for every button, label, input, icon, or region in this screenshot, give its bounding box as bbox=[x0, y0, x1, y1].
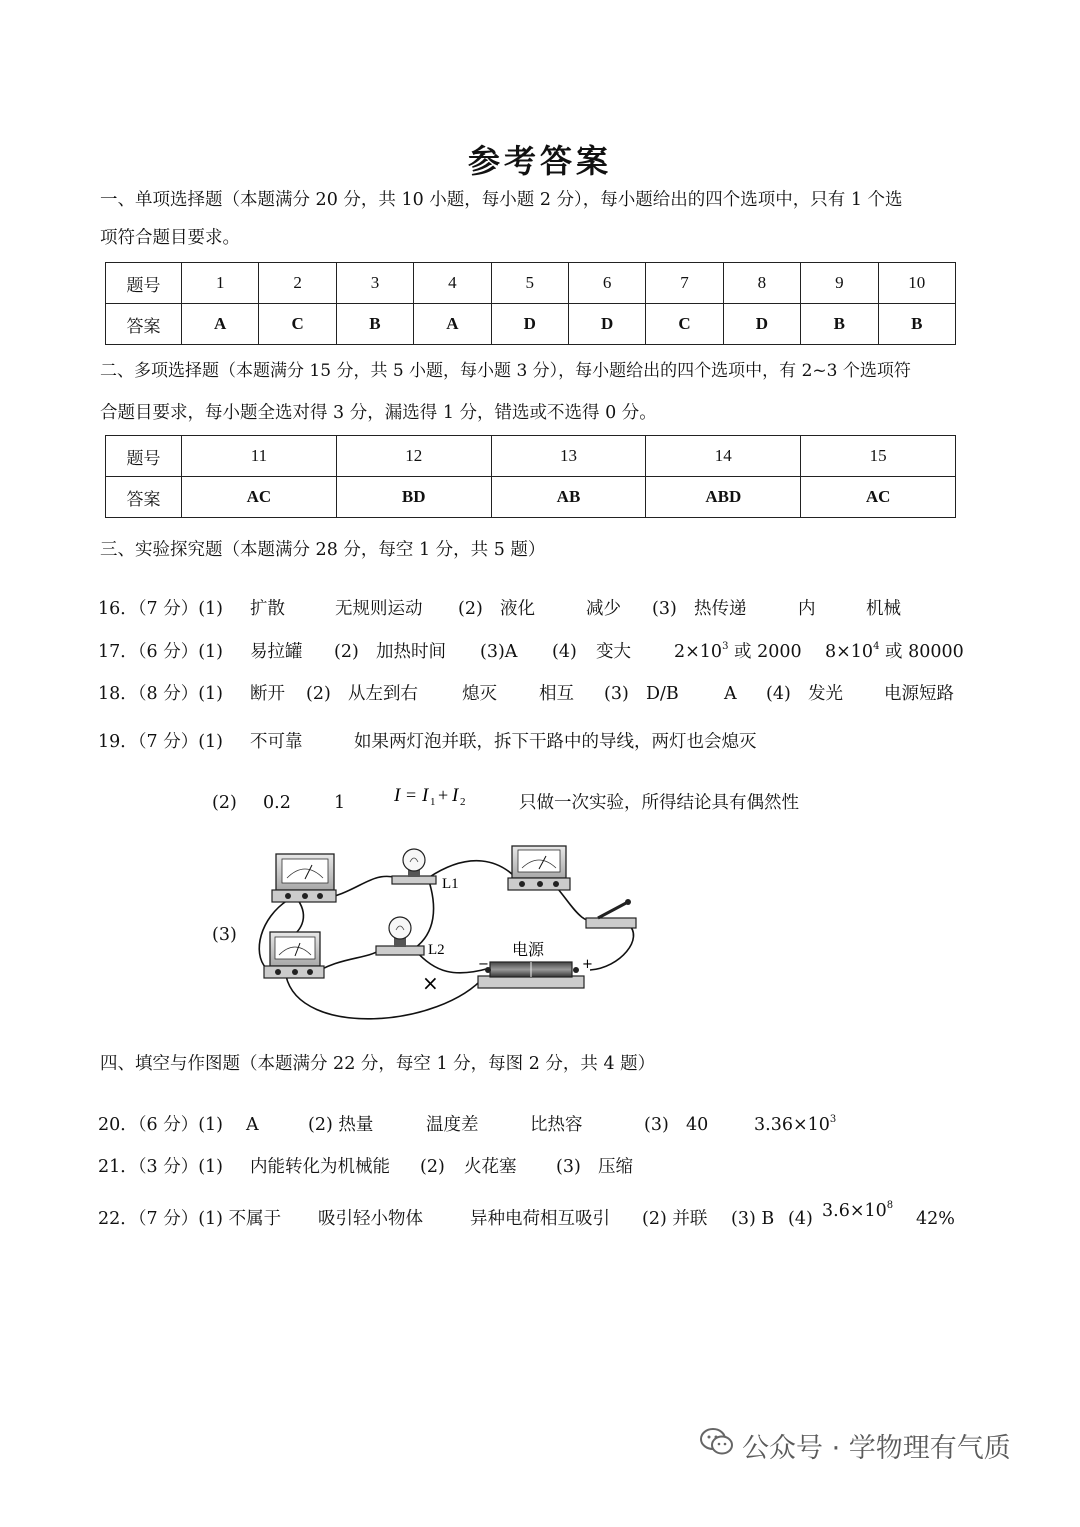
q22-label: 22．（7 分）(1) 不属于 bbox=[98, 1209, 282, 1229]
q19-answer: 只做一次实验，所得结论具有偶然性 bbox=[519, 793, 799, 813]
question-number: 2 bbox=[259, 263, 336, 304]
battery-icon bbox=[478, 962, 584, 988]
q22-answer: 42% bbox=[916, 1209, 955, 1229]
question-number: 7 bbox=[646, 263, 723, 304]
table-row bbox=[106, 477, 956, 518]
q21-part: (3) bbox=[556, 1157, 581, 1177]
q16-answer: 热传递 bbox=[694, 599, 747, 619]
table-row bbox=[106, 436, 956, 477]
answer-line-19 bbox=[98, 729, 998, 755]
bulb-l2-icon bbox=[376, 917, 424, 955]
watermark-text: 公众号 · 学物理有气质 bbox=[742, 1433, 1011, 1464]
q22-answer: (3) B bbox=[731, 1209, 775, 1229]
q20-answer: 40 bbox=[686, 1115, 709, 1135]
table-row bbox=[106, 304, 956, 345]
question-number: 12 bbox=[336, 436, 491, 477]
q17-value-rest: 或 2000 bbox=[734, 642, 802, 662]
page-title: 参考答案 bbox=[467, 142, 612, 180]
section4-heading: 四、填空与作图题（本题满分 22 分，每空 1 分，每图 2 分，共 4 题） bbox=[100, 1054, 656, 1074]
q16-part: (3) bbox=[652, 599, 677, 619]
q20-value-base: 3.36×10 bbox=[754, 1115, 830, 1135]
q17-answer: 易拉罐 bbox=[250, 642, 303, 662]
q18-answer: 相互 bbox=[539, 684, 574, 704]
answer-cell: B bbox=[801, 304, 878, 345]
q22-value bbox=[822, 1198, 893, 1224]
q21-answer: 火花塞 bbox=[464, 1157, 517, 1177]
q18-answer: 断开 bbox=[250, 684, 285, 704]
answer-line-22 bbox=[98, 1200, 998, 1232]
q20-label: 20．（6 分）(1) bbox=[98, 1115, 224, 1135]
q17-value-base: 2×10 bbox=[674, 642, 723, 662]
q17-value-exp: 3 bbox=[722, 641, 729, 652]
ammeter-icon bbox=[264, 932, 324, 978]
svg-text:2: 2 bbox=[460, 796, 466, 808]
q19-answer: 不可靠 bbox=[250, 732, 303, 752]
q18-label: 18．（8 分）(1) bbox=[98, 684, 224, 704]
question-number: 5 bbox=[491, 263, 568, 304]
answer-line-16 bbox=[98, 596, 998, 622]
q18-answer: 从左到右 bbox=[348, 684, 418, 704]
current-formula bbox=[390, 781, 480, 811]
section2-heading: 二、多项选择题（本题满分 15 分，共 5 小题，每小题 3 分），每小题给出的四个选项中，有 2~3 个选项符 bbox=[100, 361, 911, 381]
q20-answer: 比热容 bbox=[530, 1115, 583, 1135]
q16-answer: 内 bbox=[798, 599, 816, 619]
answer-cell: A bbox=[182, 304, 259, 345]
section3-heading: 三、实验探究题（本题满分 28 分，每空 1 分，共 5 题） bbox=[100, 540, 546, 560]
question-number: 11 bbox=[182, 436, 337, 477]
q20-answer: (2) 热量 bbox=[308, 1115, 374, 1135]
wire bbox=[590, 924, 634, 970]
q19-part-3: (3) bbox=[212, 925, 237, 945]
q18-answer: D/B bbox=[646, 684, 679, 704]
q22-value-exp: 8 bbox=[886, 1200, 894, 1211]
q18-part: (3) bbox=[604, 684, 629, 704]
answer-cell: C bbox=[259, 304, 336, 345]
q22-answer: 异种电荷相互吸引 bbox=[470, 1209, 610, 1229]
question-number: 4 bbox=[414, 263, 491, 304]
answer-line-21 bbox=[98, 1154, 998, 1180]
cross-mark: × bbox=[422, 971, 439, 995]
wire bbox=[286, 976, 485, 1019]
q22-value-base: 3.6×10 bbox=[822, 1201, 887, 1221]
q17-answer: 加热时间 bbox=[376, 642, 446, 662]
q19-answer: 如果两灯泡并联，拆下干路中的导线，两灯也会熄灭 bbox=[354, 732, 757, 752]
q22-part: (4) bbox=[788, 1209, 813, 1229]
ammeter-icon bbox=[272, 854, 336, 902]
label-l1: L1 bbox=[442, 876, 459, 892]
answer-table-multi bbox=[105, 435, 956, 518]
table-row bbox=[106, 263, 956, 304]
q17-label: 17．（6 分）(1) bbox=[98, 642, 224, 662]
answer-cell: AB bbox=[491, 477, 646, 518]
answer-line-19-2 bbox=[98, 790, 898, 816]
section1-heading-cont: 项符合题目要求。 bbox=[100, 228, 240, 248]
svg-text:+: + bbox=[438, 785, 449, 805]
svg-text:I: I bbox=[452, 785, 459, 806]
question-number: 1 bbox=[182, 263, 259, 304]
answer-cell: AC bbox=[801, 477, 956, 518]
q20-part: (3) bbox=[644, 1115, 669, 1135]
answer-cell: ABD bbox=[646, 477, 801, 518]
q20-value bbox=[754, 1112, 836, 1138]
answer-cell: B bbox=[336, 304, 413, 345]
circuit-diagram bbox=[250, 838, 670, 1028]
q16-answer: 扩散 bbox=[250, 599, 285, 619]
answer-line-20 bbox=[98, 1112, 998, 1138]
row-label: 答案 bbox=[106, 304, 182, 345]
q17-value-rest: 或 80000 bbox=[885, 642, 964, 662]
answer-cell: BD bbox=[336, 477, 491, 518]
q17-value-exp: 4 bbox=[873, 641, 880, 652]
q20-answer: 温度差 bbox=[426, 1115, 479, 1135]
ammeter-icon bbox=[508, 846, 570, 890]
answer-cell: A bbox=[414, 304, 491, 345]
q22-answer: 吸引轻小物体 bbox=[318, 1209, 423, 1229]
q18-part: (2) bbox=[306, 684, 331, 704]
q17-value bbox=[674, 639, 802, 665]
label-plus: + bbox=[582, 957, 593, 972]
svg-text:I: I bbox=[422, 785, 429, 806]
q17-part: (2) bbox=[334, 642, 359, 662]
q17-part: (4) bbox=[552, 642, 577, 662]
q16-answer: 减少 bbox=[586, 599, 621, 619]
q20-answer: A bbox=[246, 1115, 259, 1135]
q18-answer: 熄灭 bbox=[462, 684, 497, 704]
q16-answer: 液化 bbox=[500, 599, 535, 619]
switch-icon bbox=[586, 899, 636, 928]
wire bbox=[415, 878, 434, 948]
label-l2: L2 bbox=[428, 942, 445, 958]
question-number: 15 bbox=[801, 436, 956, 477]
q19-part: (2) bbox=[212, 793, 237, 813]
question-number: 6 bbox=[568, 263, 645, 304]
row-label: 题号 bbox=[106, 436, 182, 477]
q20-value-exp: 3 bbox=[829, 1114, 837, 1125]
q16-label: 16．（7 分）(1) bbox=[98, 599, 224, 619]
answer-cell: B bbox=[878, 304, 955, 345]
answer-cell: C bbox=[646, 304, 723, 345]
question-number: 14 bbox=[646, 436, 801, 477]
q18-answer: A bbox=[724, 684, 737, 704]
q18-answer: 电源短路 bbox=[884, 684, 954, 704]
svg-text:I: I bbox=[394, 785, 401, 806]
question-number: 3 bbox=[336, 263, 413, 304]
answer-table-single bbox=[105, 262, 956, 345]
q16-answer: 机械 bbox=[866, 599, 901, 619]
answer-cell: D bbox=[568, 304, 645, 345]
q18-part: (4) bbox=[766, 684, 791, 704]
q17-value bbox=[825, 639, 964, 665]
answer-cell: AC bbox=[182, 477, 337, 518]
q21-answer: 内能转化为机械能 bbox=[250, 1157, 390, 1177]
answer-line-18 bbox=[98, 681, 998, 707]
answer-cell: D bbox=[723, 304, 800, 345]
label-minus: − bbox=[478, 957, 489, 972]
q17-answer: (3)A bbox=[480, 642, 518, 662]
q19-label: 19．（7 分）(1) bbox=[98, 732, 224, 752]
q18-answer: 发光 bbox=[808, 684, 843, 704]
q21-answer: 压缩 bbox=[598, 1157, 633, 1177]
q17-answer: 变大 bbox=[596, 642, 631, 662]
row-label: 题号 bbox=[106, 263, 182, 304]
bulb-l1-icon bbox=[392, 849, 436, 884]
q17-value-base: 8×10 bbox=[825, 642, 874, 662]
question-number: 8 bbox=[723, 263, 800, 304]
section1-heading: 一、单项选择题（本题满分 20 分，共 10 小题，每小题 2 分），每小题给出的四个选项中，只有 1 个选 bbox=[100, 190, 903, 210]
svg-text:=: = bbox=[406, 785, 417, 805]
answer-line-17 bbox=[98, 639, 998, 665]
q21-label: 21．（3 分）(1) bbox=[98, 1157, 224, 1177]
q16-part: (2) bbox=[458, 599, 483, 619]
wechat-icon bbox=[700, 1428, 734, 1456]
question-number: 10 bbox=[878, 263, 955, 304]
section2-heading-cont: 合题目要求，每小题全选对得 3 分，漏选得 1 分，错选或不选得 0 分。 bbox=[100, 403, 657, 423]
q21-part: (2) bbox=[420, 1157, 445, 1177]
row-label: 答案 bbox=[106, 477, 182, 518]
answer-cell: D bbox=[491, 304, 568, 345]
question-number: 13 bbox=[491, 436, 646, 477]
question-number: 9 bbox=[801, 263, 878, 304]
q16-answer: 无规则运动 bbox=[335, 599, 423, 619]
svg-text:1: 1 bbox=[430, 796, 436, 808]
q22-answer: (2) 并联 bbox=[642, 1209, 708, 1229]
label-power-source: 电源 bbox=[512, 940, 545, 959]
q19-answer: 1 bbox=[334, 793, 346, 813]
q19-answer: 0.2 bbox=[263, 793, 291, 813]
